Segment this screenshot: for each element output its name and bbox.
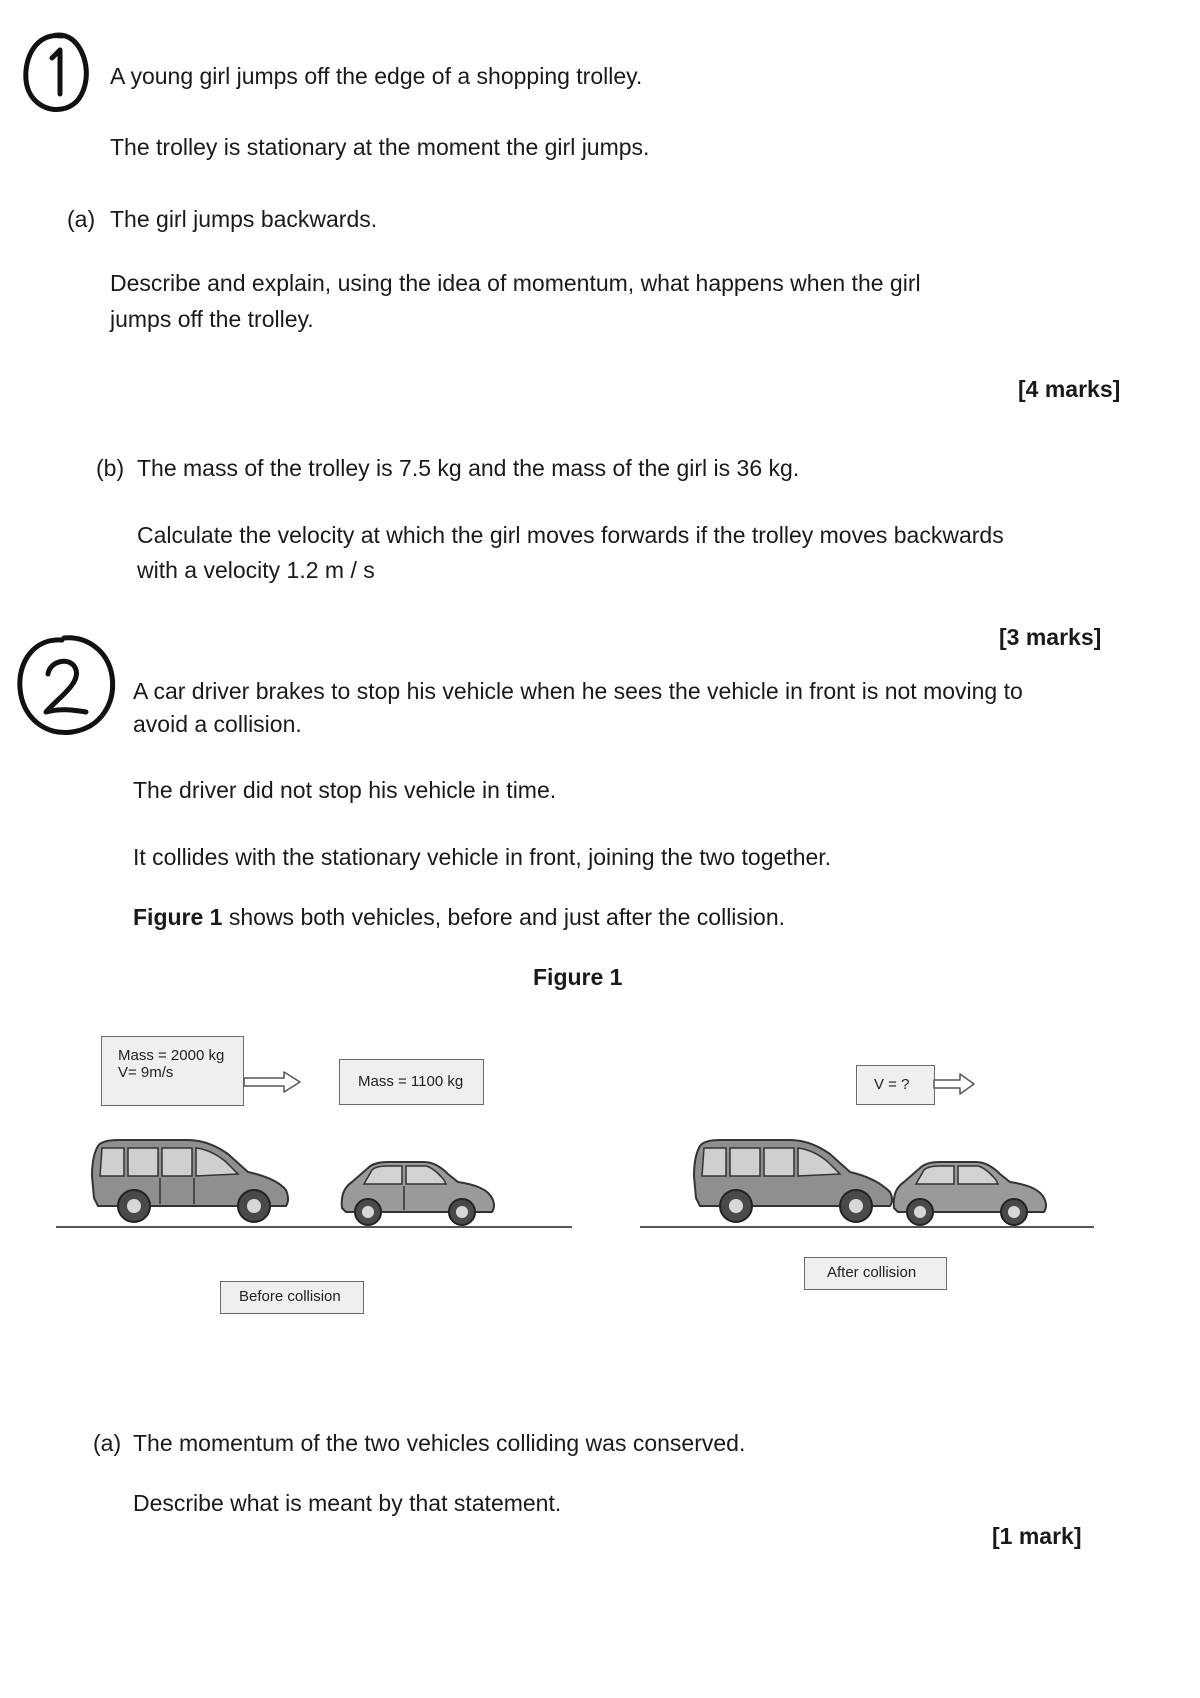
q2-not-in-time: The driver did not stop his vehicle in time.	[133, 777, 557, 803]
q2-collides: It collides with the stationary vehicle in front, joining the two together.	[133, 844, 832, 870]
van-velocity-label: V= 9m/s	[118, 1064, 174, 1081]
before-collision-caption-box	[220, 1281, 364, 1314]
q2-intro-line1: A car driver brakes to stop his vehicle when he sees the vehicle in front is not moving to	[133, 678, 1023, 704]
car-before-illustration	[338, 1160, 498, 1226]
q2a-text: The momentum of the two vehicles colliding was conserved.	[133, 1430, 746, 1456]
van-before-illustration	[88, 1136, 300, 1224]
q1b-question-line2: with a velocity 1.2 m / s	[137, 557, 375, 583]
figure-title: Figure 1	[533, 964, 623, 990]
q2a-marks: [1 mark]	[992, 1523, 1082, 1549]
ground-line-before	[56, 1226, 572, 1228]
ground-line-after	[640, 1226, 1094, 1228]
q1a-question-line2: jumps off the trolley.	[110, 306, 314, 332]
after-collision-caption: After collision	[827, 1264, 917, 1281]
q1b-marks: [3 marks]	[999, 624, 1102, 650]
after-velocity-label: V = ?	[874, 1076, 910, 1093]
q2-figure-reference	[133, 900, 785, 934]
velocity-arrow-icon-after	[934, 1073, 976, 1095]
q2-intro-line2: avoid a collision.	[133, 711, 302, 737]
before-collision-caption: Before collision	[239, 1288, 341, 1305]
car-mass-label: Mass = 1100 kg	[358, 1073, 464, 1090]
figure-ref-rest: shows both vehicles, before and just after the collision.	[222, 904, 786, 930]
q1a-text: The girl jumps backwards.	[110, 206, 378, 232]
q1a-question-line1: Describe and explain, using the idea of momentum, what happens when the girl	[110, 270, 921, 296]
after-collision-caption-box	[804, 1257, 947, 1290]
after-velocity-box	[856, 1065, 935, 1105]
figure-ref-bold: Figure 1	[133, 904, 223, 930]
van-info-box	[101, 1036, 244, 1106]
q1b-question-line1: Calculate the velocity at which the girl moves forwards if the trolley moves backwards	[137, 522, 1004, 548]
q1b-text: The mass of the trolley is 7.5 kg and the mass of the girl is 36 kg.	[137, 455, 800, 481]
car-mass-box	[339, 1059, 484, 1105]
van-mass-label: Mass = 2000 kg	[118, 1047, 225, 1064]
q1a-marks: [4 marks]	[1018, 376, 1121, 402]
q2a-label: (a)	[93, 1430, 122, 1456]
vehicles-after-illustration	[690, 1136, 1060, 1228]
q2a-question: Describe what is meant by that statement.	[133, 1490, 562, 1516]
q1-stationary: The trolley is stationary at the moment the girl jumps.	[110, 134, 650, 160]
question-1-number-circle	[18, 28, 90, 118]
q1b-label: (b)	[96, 455, 125, 481]
question-2-number-circle	[14, 632, 118, 744]
q1a-label: (a)	[67, 206, 96, 232]
q1-intro: A young girl jumps off the edge of a shopping trolley.	[110, 63, 643, 89]
velocity-arrow-icon	[244, 1071, 302, 1093]
